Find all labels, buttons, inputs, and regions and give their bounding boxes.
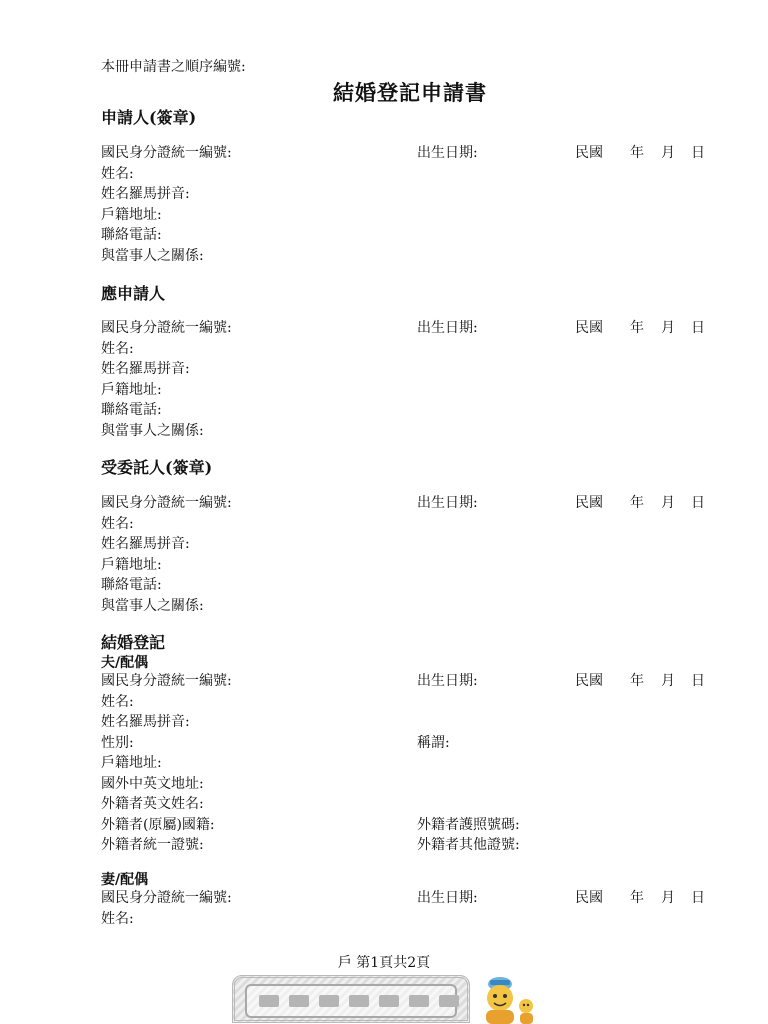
- co-applicant-romanized-label: 姓名羅馬拼音:: [101, 361, 190, 377]
- applicant-romanized-label: 姓名羅馬拼音:: [101, 186, 190, 202]
- sequence-number-label: 本冊申請書之順序編號:: [101, 59, 246, 75]
- husband-other-id-label: 外籍者其他證號:: [417, 837, 520, 853]
- co-applicant-heading: 應申請人: [101, 284, 166, 303]
- husband-title-label: 稱謂:: [417, 735, 450, 751]
- agent-birth-label: 出生日期:: [417, 495, 478, 511]
- co-applicant-phone-label: 聯絡電話:: [101, 402, 162, 418]
- applicant-year-label: 年: [630, 145, 644, 161]
- marriage-heading: 結婚登記: [101, 633, 166, 652]
- husband-year-label: 年: [630, 673, 644, 689]
- husband-gender-label: 性別:: [101, 735, 134, 751]
- seal-glyph: [409, 995, 429, 1007]
- wife-roc-label: 民國: [575, 890, 603, 906]
- applicant-phone-label: 聯絡電話:: [101, 227, 162, 243]
- agent-roc-label: 民國: [575, 495, 603, 511]
- co-applicant-roc-label: 民國: [575, 320, 603, 336]
- husband-uid-row: [101, 835, 721, 855]
- mascot-logo: [476, 972, 540, 1024]
- applicant-id-label: 國民身分證統一編號:: [101, 145, 232, 161]
- applicant-name-label: 姓名:: [101, 166, 134, 182]
- agent-name-label: 姓名:: [101, 516, 134, 532]
- husband-day-label: 日: [691, 673, 705, 689]
- co-applicant-birth-label: 出生日期:: [417, 320, 478, 336]
- applicant-heading: 申請人(簽章): [101, 108, 197, 127]
- husband-foreign-uid-label: 外籍者統一證號:: [101, 837, 204, 853]
- seal-glyph: [289, 995, 309, 1007]
- husband-month-label: 月: [661, 673, 675, 689]
- seal-glyph: [379, 995, 399, 1007]
- husband-nationality-row: [101, 815, 721, 835]
- applicant-relation-label: 與當事人之關係:: [101, 248, 204, 264]
- seal-glyph: [259, 995, 279, 1007]
- agent-day-label: 日: [691, 495, 705, 511]
- wife-subheading: 妻/配偶: [101, 872, 149, 888]
- agent-id-label: 國民身分證統一編號:: [101, 495, 232, 511]
- wife-id-label: 國民身分證統一編號:: [101, 890, 232, 906]
- seal-glyph: [349, 995, 369, 1007]
- applicant-roc-label: 民國: [575, 145, 603, 161]
- co-applicant-relation-label: 與當事人之關係:: [101, 423, 204, 439]
- agent-month-label: 月: [661, 495, 675, 511]
- seal-glyph: [319, 995, 339, 1007]
- co-applicant-id-row: [101, 318, 721, 338]
- husband-roc-label: 民國: [575, 673, 603, 689]
- agent-household-label: 戶籍地址:: [101, 557, 162, 573]
- husband-id-row: [101, 671, 721, 691]
- husband-gender-row: [101, 733, 721, 753]
- husband-birth-label: 出生日期:: [417, 673, 478, 689]
- applicant-id-row: [101, 143, 721, 163]
- agent-phone-label: 聯絡電話:: [101, 577, 162, 593]
- agent-romanized-label: 姓名羅馬拼音:: [101, 536, 190, 552]
- agent-year-label: 年: [630, 495, 644, 511]
- husband-foreign-english-name-label: 外籍者英文姓名:: [101, 796, 204, 812]
- applicant-birth-label: 出生日期:: [417, 145, 478, 161]
- agent-heading: 受委託人(簽章): [101, 458, 213, 477]
- co-applicant-year-label: 年: [630, 320, 644, 336]
- wife-id-row: [101, 888, 721, 908]
- husband-foreign-address-label: 國外中英文地址:: [101, 776, 204, 792]
- wife-month-label: 月: [661, 890, 675, 906]
- co-applicant-id-label: 國民身分證統一編號:: [101, 320, 232, 336]
- co-applicant-household-label: 戶籍地址:: [101, 382, 162, 398]
- applicant-month-label: 月: [661, 145, 675, 161]
- wife-year-label: 年: [630, 890, 644, 906]
- agent-relation-label: 與當事人之關係:: [101, 598, 204, 614]
- co-applicant-month-label: 月: [661, 320, 675, 336]
- wife-name-label: 姓名:: [101, 911, 134, 927]
- page-number: 戶 第1頁共2頁: [337, 955, 431, 971]
- agent-id-row: [101, 493, 721, 513]
- co-applicant-name-label: 姓名:: [101, 341, 134, 357]
- husband-romanized-label: 姓名羅馬拼音:: [101, 714, 190, 730]
- co-applicant-day-label: 日: [691, 320, 705, 336]
- wife-day-label: 日: [691, 890, 705, 906]
- applicant-day-label: 日: [691, 145, 705, 161]
- husband-subheading: 夫/配偶: [101, 655, 149, 671]
- husband-household-label: 戶籍地址:: [101, 755, 162, 771]
- husband-id-label: 國民身分證統一編號:: [101, 673, 232, 689]
- page-title: 結婚登記申請書: [333, 80, 487, 105]
- seal-glyph: [439, 995, 459, 1007]
- husband-name-label: 姓名:: [101, 694, 134, 710]
- seal-inner-frame: [245, 984, 457, 1018]
- applicant-household-label: 戶籍地址:: [101, 207, 162, 223]
- wife-birth-label: 出生日期:: [417, 890, 478, 906]
- husband-passport-label: 外籍者護照號碼:: [417, 817, 520, 833]
- husband-foreign-nationality-label: 外籍者(原屬)國籍:: [101, 817, 215, 833]
- registration-office-seal: [232, 975, 470, 1023]
